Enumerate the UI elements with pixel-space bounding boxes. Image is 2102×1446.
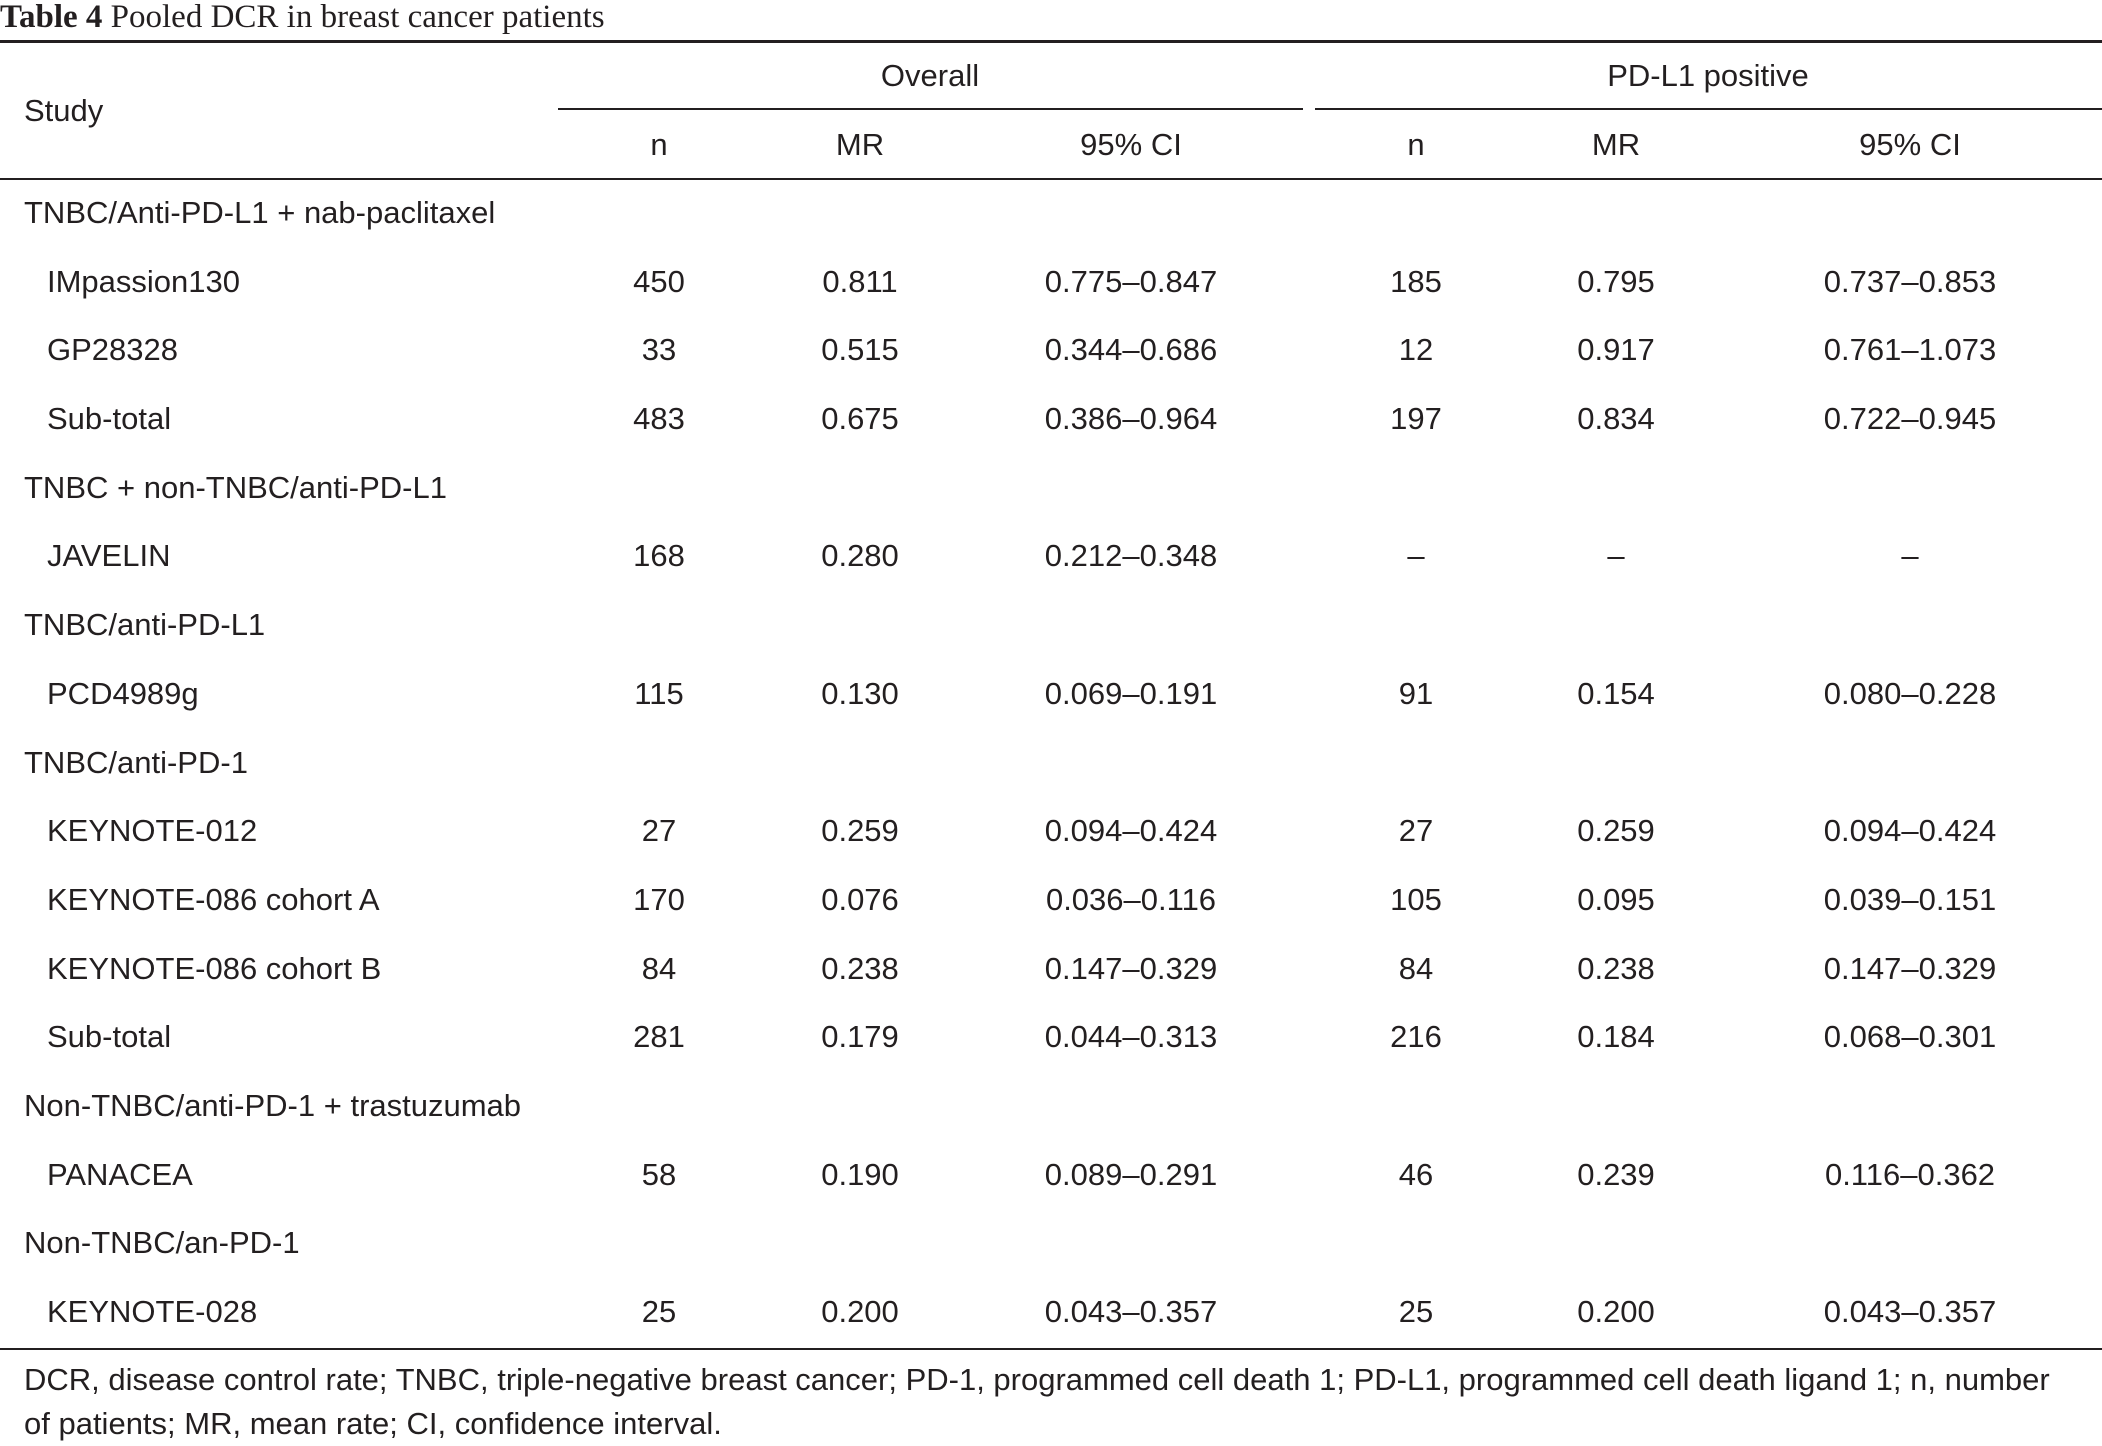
overall-ci-cell: 0.775–0.847 [1044, 263, 1218, 299]
overall-n-cell: 33 [641, 332, 677, 368]
overall-n-cell: 115 [634, 675, 684, 711]
table-row [0, 1019, 2102, 1088]
overall-mr-cell: 0.130 [821, 675, 899, 711]
overall-ci-cell: 0.069–0.191 [1044, 675, 1218, 711]
pdl1-n-cell: 25 [1398, 1294, 1434, 1329]
pdl1-ci-cell: 0.761–1.073 [1823, 332, 1997, 368]
overall-n-cell: 58 [641, 1156, 677, 1192]
group-label: TNBC/Anti-PD-L1 + nab-paclitaxel [24, 195, 496, 230]
overall-n-cell: 170 [633, 881, 685, 917]
table-title: Pooled DCR in breast cancer patients [110, 0, 605, 35]
overall-ci-cell: 0.212–0.348 [1044, 538, 1218, 574]
pdl1-ci-cell: 0.147–0.329 [1823, 950, 1997, 986]
table-body [0, 195, 2102, 1363]
header-pdl1-positive: PD-L1 positive [1607, 58, 1809, 93]
pdl1-n-cell: 27 [1398, 813, 1434, 849]
pdl1-ci-cell: 0.039–0.151 [1823, 881, 1997, 917]
study-name: KEYNOTE-086 cohort A [47, 881, 380, 917]
pdl1-mr-cell: 0.184 [1577, 1019, 1655, 1055]
study-name: PANACEA [47, 1156, 193, 1192]
pdl1-mr-cell: 0.259 [1577, 813, 1655, 849]
table-row [0, 264, 2102, 333]
group-label: TNBC/anti-PD-1 [24, 744, 248, 780]
overall-ci-cell: 0.147–0.329 [1044, 950, 1218, 986]
table-row [0, 1157, 2102, 1226]
header-pdl1-n: n [1407, 127, 1425, 162]
study-name: KEYNOTE-012 [47, 813, 258, 849]
group-row [0, 607, 2102, 676]
header-overall-n: n [650, 127, 668, 162]
table-row [0, 951, 2102, 1020]
study-name: JAVELIN [47, 538, 171, 574]
overall-n-cell: 281 [633, 1019, 685, 1055]
pdl1-ci-cell: 0.094–0.424 [1823, 813, 1997, 849]
group-row [0, 1088, 2102, 1157]
pdl1-ci-cell: 0.043–0.357 [1823, 1294, 1997, 1329]
pdl1-mr-cell: 0.795 [1577, 263, 1655, 299]
table-caption [0, 0, 605, 40]
pdl1-mr-cell: 0.238 [1577, 950, 1655, 986]
table-row [0, 401, 2102, 470]
pdl1-ci-cell: 0.068–0.301 [1823, 1019, 1997, 1055]
pdl1-mr-cell: 0.239 [1577, 1156, 1655, 1192]
overall-ci-cell: 0.089–0.291 [1044, 1156, 1218, 1192]
overall-ci-cell: 0.036–0.116 [1045, 881, 1217, 917]
group-label: Non-TNBC/an-PD-1 [24, 1225, 300, 1261]
top-rule [0, 40, 2102, 43]
pdl1-mr-cell: 0.154 [1577, 675, 1655, 711]
overall-mr-cell: 0.238 [821, 950, 899, 986]
table-row [0, 882, 2102, 951]
table-row [0, 538, 2102, 607]
pdl1-n-cell: 185 [1390, 263, 1442, 299]
group-label: TNBC/anti-PD-L1 [24, 607, 266, 643]
overall-mr-cell: 0.200 [821, 1294, 899, 1329]
pdl1-ci-cell: 0.737–0.853 [1823, 263, 1997, 299]
group-row [0, 470, 2102, 539]
pdl1-ci-cell: – [1901, 538, 1919, 574]
study-name: Sub-total [47, 1019, 172, 1055]
overall-ci-cell: 0.386–0.964 [1044, 401, 1218, 437]
group-row [0, 1225, 2102, 1294]
overall-ci-cell: 0.094–0.424 [1044, 813, 1218, 849]
overall-n-cell: 25 [641, 1294, 677, 1329]
pdl1-mr-cell: – [1607, 538, 1625, 574]
pdl1-n-cell: 84 [1398, 950, 1434, 986]
table-row [0, 332, 2102, 401]
pdl1-n-cell: 105 [1390, 881, 1442, 917]
pdl1-mr-cell: 0.095 [1577, 881, 1655, 917]
pdl1-ci-cell: 0.116–0.362 [1824, 1156, 1996, 1192]
study-name: KEYNOTE-028 [47, 1294, 258, 1329]
group-label: Non-TNBC/anti-PD-1 + trastuzumab [24, 1087, 522, 1123]
pdl1-n-cell: – [1407, 538, 1425, 574]
table-footnote: DCR, disease control rate; TNBC, triple-negative breast cancer; PD-1, programmed cell death 1; PD-L1, programmed cell death ligand 1; n, number of patients; MR, mean rate; CI, confidence interval. [24, 1362, 2050, 1441]
study-name: Sub-total [47, 401, 172, 437]
pdl1-mr-cell: 0.917 [1577, 332, 1655, 368]
pdl1-ci-cell: 0.722–0.945 [1823, 401, 1997, 437]
overall-mr-cell: 0.280 [821, 538, 899, 574]
pdl1-n-cell: 197 [1390, 401, 1442, 437]
header-pdl1-mr: MR [1591, 127, 1641, 162]
overall-group-rule [558, 108, 1303, 110]
pdl1-mr-cell: 0.834 [1577, 401, 1655, 437]
overall-mr-cell: 0.190 [821, 1156, 899, 1192]
table-label: Table 4 [0, 0, 103, 35]
overall-n-cell: 450 [633, 263, 685, 299]
overall-n-cell: 27 [641, 813, 677, 849]
pdl1-ci-cell: 0.080–0.228 [1823, 675, 1997, 711]
group-row [0, 195, 2102, 264]
table-row [0, 1294, 2102, 1363]
overall-n-cell: 483 [633, 401, 685, 437]
table-row [0, 676, 2102, 745]
overall-mr-cell: 0.515 [821, 332, 899, 368]
pdl1-n-cell: 216 [1390, 1019, 1442, 1055]
study-name: KEYNOTE-086 cohort B [47, 950, 382, 986]
pdl1-mr-cell: 0.200 [1577, 1294, 1655, 1329]
pdl1-n-cell: 12 [1398, 332, 1434, 368]
study-name: GP28328 [47, 332, 178, 368]
overall-n-cell: 168 [633, 538, 685, 574]
overall-ci-cell: 0.344–0.686 [1044, 332, 1218, 368]
study-name: PCD4989g [47, 675, 199, 711]
header-overall-mr: MR [835, 127, 885, 162]
group-label: TNBC + non-TNBC/anti-PD-L1 [24, 469, 447, 505]
pdl1-n-cell: 91 [1398, 675, 1434, 711]
header-pdl1-ci: 95% CI [1859, 127, 1961, 162]
pdl1-group-rule [1315, 108, 2102, 110]
header-overall: Overall [880, 58, 980, 93]
pdl1-n-cell: 46 [1398, 1156, 1434, 1192]
overall-n-cell: 84 [641, 950, 677, 986]
overall-ci-cell: 0.043–0.357 [1044, 1294, 1218, 1329]
overall-mr-cell: 0.675 [821, 401, 899, 437]
table-row [0, 813, 2102, 882]
overall-ci-cell: 0.044–0.313 [1044, 1019, 1218, 1055]
study-name: IMpassion130 [47, 263, 241, 299]
overall-mr-cell: 0.076 [821, 881, 899, 917]
overall-mr-cell: 0.811 [822, 263, 898, 299]
header-rule [0, 178, 2102, 180]
header-overall-ci: 95% CI [1080, 127, 1182, 162]
header-study: Study [24, 93, 104, 128]
overall-mr-cell: 0.179 [821, 1019, 899, 1055]
bottom-rule [0, 1348, 2102, 1350]
overall-mr-cell: 0.259 [821, 813, 899, 849]
group-row [0, 745, 2102, 814]
